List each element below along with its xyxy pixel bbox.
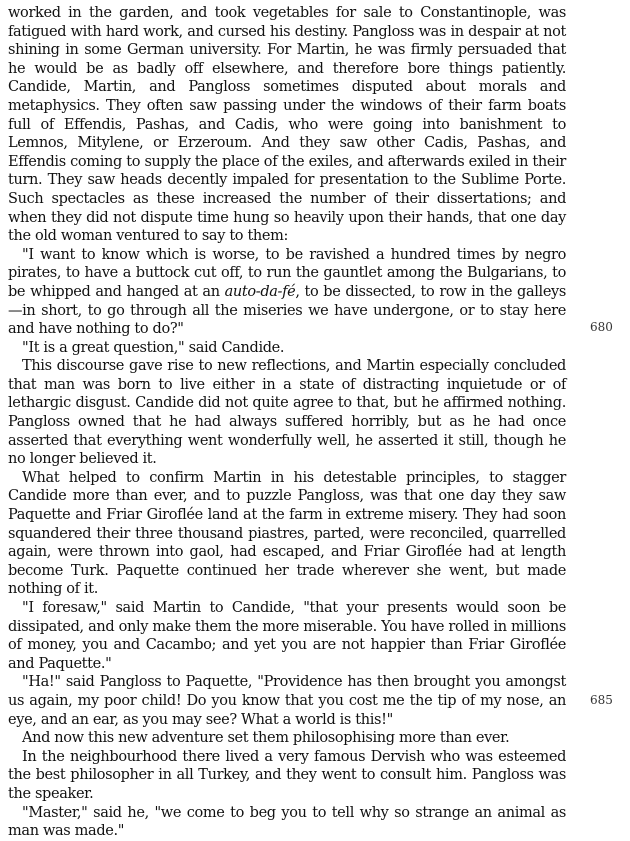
paragraph-text: , to be dissected, to row in the galleys—in short, to go through all the miseries we have undergone, or to stay here and have nothing to do?"	[8, 283, 566, 338]
book-page	[8, 4, 566, 841]
paragraph: This discourse gave rise to new reflections, and Martin especially concluded that man was born to live either in a state of distracting inquietude or of lethargic disgust. Candide did not quite agree to that, but he affirmed nothing. Pangloss owned that he had always suffered horribly, but as he had once asserted that everything went wonderfully well, he asserted it still, though he no longer believed it.	[8, 358, 566, 468]
paragraph: "It is a great question," said Candide.	[22, 339, 285, 356]
line-number: 685	[590, 693, 613, 707]
paragraph-text: "I want to know which is worse, to be ravished a hundred times by negro pirates, to have a buttock cut off, to run the gauntlet among the Bulgarians, to be whipped and hanged at an	[8, 246, 566, 300]
line-number: 680	[590, 320, 613, 334]
paragraph: worked in the garden, and took vegetables for sale to Constantinople, was fatigued with hard work, and cursed his destiny. Pangloss was in despair at not shining in some German university. For Martin, he was firmly persuaded that he would be as badly off elsewhere, and therefore bore things patiently. Candide, Martin, and Pangloss sometimes disputed about morals and metaphysics. They often saw passing under the windows of their farm boats full of Effendis, Pashas, and Cadis, who were going into banishment to Lemnos, Mitylene, or Erzeroum. And they saw other Cadis, Pashas, and Effendis coming to supply the place of the exiles, and afterwards exiled in their turn. They saw heads decently impaled for presentation to the Sublime Porte. Such spectacles as these increased the number of their dissertations; and when they did not dispute time hung so heavily upon their hands, that one day the old woman ventured to say to them:	[8, 5, 566, 245]
paragraph: "Master," said he, "we come to beg you to tell why so strange an animal as man was made."	[8, 804, 566, 840]
paragraph: In the neighbourhood there lived a very famous Dervish who was esteemed the best philosopher in all Turkey, and they went to consult him. Pangloss was the speaker.	[8, 748, 566, 802]
paragraph: What helped to confirm Martin in his detestable principles, to stagger Candide more than ever, and to puzzle Pangloss, was that one day they saw Paquette and Friar Giroflée land at the farm in extreme misery. They had soon squandered their three thousand piastres, parted, were reconciled, quarrelled again, were thrown into gaol, had escaped, and Friar Giroflée had at length become Turk. Paquette continued her trade wherever she went, but made nothing of it.	[8, 469, 566, 598]
paragraph: "Ha!" said Pangloss to Paquette, "Providence has then brought you amongst us again, my poor child! Do you know that you cost me the tip of my nose, an eye, and an ear, as you may see? What a world is this!"	[8, 674, 566, 728]
paragraph: And now this new adventure set them philosophising more than ever.	[22, 730, 510, 747]
paragraph	[8, 246, 566, 339]
paragraph: "I foresaw," said Martin to Candide, "that your presents would soon be dissipated, and only make them the more miserable. You have rolled in millions of money, you and Cacambo; and yet you are not happier than Friar Giroflée and Paquette."	[8, 600, 566, 672]
italic-term: auto-da-fé	[224, 283, 296, 300]
